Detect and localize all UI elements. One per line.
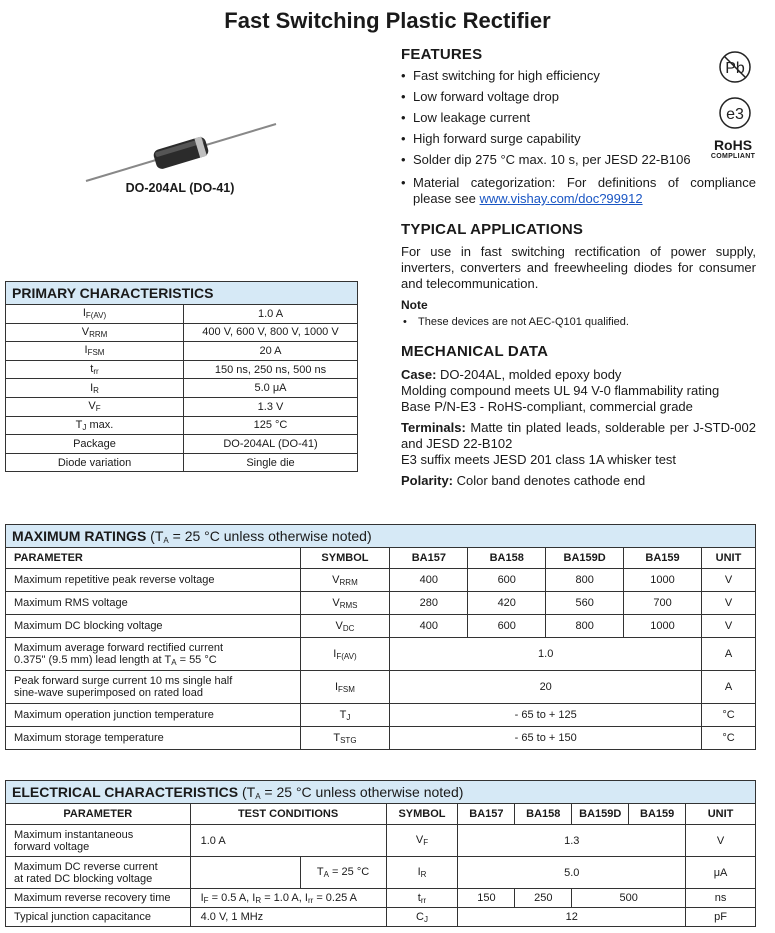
table-row: $t_{rr}$ 150 ns, 250 ns, 500 ns	[6, 360, 358, 379]
table-row: Maximum operation junction temperature $T_J$ - 65 to + 125 °C	[6, 704, 756, 727]
value-cell: Single die	[184, 453, 358, 472]
feature-item: • Low forward voltage drop	[401, 89, 696, 105]
case-line-2: Molding compound meets UL 94 V-0 flammability rating	[401, 383, 720, 398]
value-cell: 150 ns, 250 ns, 500 ns	[184, 360, 358, 379]
feature-item: • Solder dip 275 °C max. 10 s, per JESD 22-B106	[401, 152, 696, 168]
table-row: $I_R$ 5.0 μA	[6, 379, 358, 398]
features-list	[401, 68, 696, 168]
table-row: Maximum DC reverse current at rated DC blocking voltage $T_A = 25$ °C $I_R$ 5.0 μA	[6, 857, 756, 889]
table-row: Diode variation Single die	[6, 453, 358, 472]
applications-section: TYPICAL APPLICATIONS For use in fast switching rectification of power supply, inverters, converters and freewheeling diodes for consumer and telecommunication. Note • These devices are not AEC-Q101 qualified.	[401, 221, 756, 328]
applications-heading: TYPICAL APPLICATIONS	[401, 221, 584, 238]
material-item: • Material categorization: For definitions of compliance please see www.vishay.com/doc?99912	[401, 175, 756, 206]
feature-item: • Low leakage current	[401, 110, 696, 126]
value-cell: 20 A	[184, 342, 358, 361]
table-row: $T_J$ max. 125 °C	[6, 416, 358, 435]
terminals-line-2: E3 suffix meets JESD 201 class 1A whisker test	[401, 452, 677, 467]
value-cell: 5.0 μA	[184, 379, 358, 398]
e3-icon: e3	[726, 106, 744, 123]
note-item: These devices are not AEC-Q101 qualified.	[418, 316, 629, 328]
table-row: Package DO-204AL (DO-41)	[6, 435, 358, 454]
note-label: Note	[401, 298, 428, 312]
header-row: PARAMETER SYMBOL BA157 BA158 BA159D BA159 UNIT	[6, 548, 756, 569]
table-row: $V_{RRM}$ 400 V, 600 V, 800 V, 1000 V	[6, 323, 358, 342]
table-row: $I_{F(AV)}$ 1.0 A	[6, 305, 358, 324]
features-section	[401, 47, 756, 173]
table-row: Maximum DC blocking voltage $V_{DC}$ 400 600 800 1000 V	[6, 615, 756, 638]
terminals-label: Terminals:	[401, 420, 466, 435]
header-row: PARAMETER TEST CONDITIONS SYMBOL BA157 BA158 BA159D BA159 UNIT	[6, 804, 756, 825]
features-heading: FEATURES	[401, 46, 483, 63]
value-cell: DO-204AL (DO-41)	[184, 435, 358, 454]
mechanical-heading: MECHANICAL DATA	[401, 343, 549, 360]
polarity-text: Color band denotes cathode end	[456, 473, 646, 488]
electrical-heading: ELECTRICAL CHARACTERISTICS ($T_A = 25$ °C unless otherwise noted)	[6, 781, 756, 804]
maximum-ratings-table	[5, 524, 756, 750]
primary-heading: PRIMARY CHARACTERISTICS	[6, 282, 358, 305]
pb-free-icon: Pb	[725, 60, 745, 77]
case-line-3: Base P/N-E3 - RoHS-compliant, commercial grade	[401, 399, 693, 414]
feature-item: • Fast switching for high efficiency	[401, 68, 696, 84]
case-label: Case:	[401, 367, 437, 382]
rohs-compliant-label: COMPLIANT	[710, 153, 756, 160]
case-text: DO-204AL, molded epoxy body	[440, 367, 622, 382]
package-label: DO-204AL (DO-41)	[125, 181, 235, 195]
terminals-text: Matte tin plated leads, solderable per J-STD-002 and JESD 22-B102	[401, 420, 756, 451]
table-row: Maximum reverse recovery time $I_F = 0.5$ A, $I_R = 1.0$ A, $I_{rr} = 0.25$ A $t_{rr}$ 150 250 500 ns	[6, 889, 756, 908]
value-cell: 400 V, 600 V, 800 V, 1000 V	[184, 323, 358, 342]
table-row: $I_{FSM}$ 20 A	[6, 342, 358, 361]
value-cell: 125 °C	[184, 416, 358, 435]
value-cell: 1.3 V	[184, 397, 358, 416]
table-row: Maximum storage temperature $T_{STG}$ - 65 to + 150 °C	[6, 727, 756, 750]
mechanical-section	[401, 344, 756, 489]
rohs-label: RoHS	[713, 137, 753, 153]
table-row: Maximum repetitive peak reverse voltage $V_{RRM}$ 400 600 800 1000 V	[6, 569, 756, 592]
polarity-label: Polarity:	[401, 473, 454, 488]
table-row: $V_F$ 1.3 V	[6, 397, 358, 416]
page-title: Fast Switching Plastic Rectifier	[224, 8, 551, 33]
table-row: Typical junction capacitance 4.0 V, 1 MHz $C_J$ 12 pF	[6, 908, 756, 927]
primary-characteristics-table	[5, 281, 358, 472]
table-row: Maximum average forward rectified current 0.375" (9.5 mm) lead length at $T_A = 55$ °C $I_{F(AV)}$ 1.0 A	[6, 638, 756, 671]
max-ratings-heading: MAXIMUM RATINGS ($T_A = 25$ °C unless otherwise noted)	[6, 525, 756, 548]
electrical-characteristics-table	[5, 780, 756, 927]
value-cell: 1.0 A	[184, 305, 358, 324]
material-text: Material categorization: For definitions of compliance please see	[413, 175, 756, 206]
material-link[interactable]: www.vishay.com/doc?99912	[479, 191, 643, 206]
table-row: Peak forward surge current 10 ms single half sine-wave superimposed on rated load $I_{FSM}$ 20 A	[6, 671, 756, 704]
applications-text: For use in fast switching rectification of power supply, inverters, converters and freewheeling diodes for consumer and telecommunication.	[401, 244, 756, 291]
table-row: Maximum RMS voltage $V_{RMS}$ 280 420 560 700 V	[6, 592, 756, 615]
feature-item: • High forward surge capability	[401, 131, 696, 147]
table-row: Maximum instantaneous forward voltage 1.0 A $V_F$ 1.3 V	[6, 825, 756, 857]
